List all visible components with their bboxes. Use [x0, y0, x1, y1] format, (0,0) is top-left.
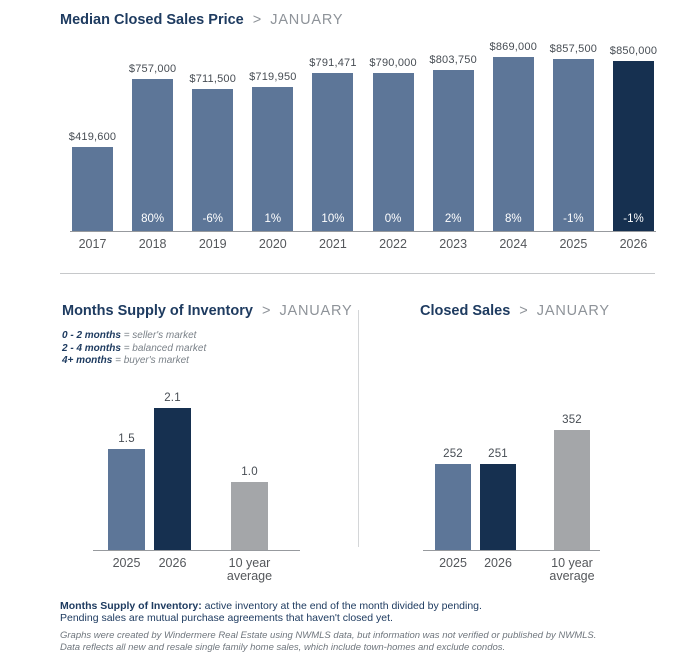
- median-price-title: [60, 12, 343, 28]
- x-axis-label: 2023: [439, 237, 468, 251]
- bar: [231, 482, 268, 550]
- bar: [192, 89, 233, 231]
- bar-group-2025: [435, 448, 471, 570]
- bar: [480, 464, 516, 550]
- bar-group-2022: [369, 57, 417, 251]
- footer: [60, 600, 640, 653]
- x-axis-label: 2026: [484, 556, 512, 570]
- median-price-chart: [68, 40, 658, 251]
- footer-disclaimer: [60, 630, 640, 653]
- x-axis-label: 2025: [439, 556, 467, 570]
- legend-definition: = balanced market: [123, 342, 207, 354]
- bar-group-10-year-average: [226, 466, 273, 583]
- bar: [435, 464, 471, 550]
- chevron-separator-icon: >: [252, 12, 262, 28]
- bar-value-label: $790,000: [369, 57, 417, 69]
- bar: [72, 147, 113, 231]
- footer-definition-line1: [60, 600, 640, 612]
- chevron-separator-icon: >: [261, 303, 271, 319]
- bar-value-label: $711,500: [189, 73, 237, 85]
- closed-sales-bars: [423, 414, 600, 583]
- bar-percent-change-label: 8%: [504, 213, 522, 225]
- bar-value-label: 1.5: [118, 433, 135, 445]
- median-price-title-text: Median Closed Sales Price: [60, 12, 244, 28]
- bar: [154, 408, 191, 550]
- legend-row-balanced: [62, 343, 206, 356]
- bar-percent-change-label: -6%: [202, 213, 223, 225]
- bar: [373, 73, 414, 231]
- bar-value-label: $757,000: [128, 63, 177, 75]
- bar: [252, 87, 293, 231]
- bar-group-2021: [309, 57, 357, 251]
- bar-value-label: $850,000: [609, 45, 658, 57]
- closed-sales-period-label: JANUARY: [536, 303, 610, 319]
- bar: [554, 430, 590, 550]
- legend-row-buyers: [62, 355, 206, 368]
- bar: [433, 70, 474, 231]
- bar-value-label: $803,750: [429, 54, 477, 66]
- bar-group-2019: [189, 73, 237, 251]
- bar-value-label: 1.0: [241, 466, 258, 478]
- median-price-bars: [68, 40, 658, 251]
- x-axis-label: 2025: [559, 237, 588, 251]
- x-axis-label: 10 year average: [226, 556, 273, 583]
- bar-value-label: $857,500: [549, 43, 598, 55]
- bar-percent-change-label: -1%: [563, 213, 584, 225]
- bar-percent-change-label: 2%: [444, 213, 462, 225]
- inventory-bars: [93, 392, 300, 583]
- bar-group-2026: [609, 45, 658, 251]
- x-axis-label: 2021: [319, 237, 347, 251]
- bar-value-label: 2.1: [164, 392, 181, 404]
- legend-definition: = seller's market: [123, 330, 197, 341]
- x-axis-label: 2024: [499, 237, 528, 251]
- bar-value-label: $791,471: [309, 57, 357, 69]
- legend-term: 2 - 4 months: [62, 342, 121, 354]
- inventory-title: [62, 303, 352, 319]
- footer-disclaimer-line2: Data reflects all new and resale single family home sales, which include town-homes and exclude condos.: [60, 641, 506, 653]
- footer-definition-line2: Pending sales are mutual purchase agreements that haven't closed yet.: [60, 612, 393, 624]
- bar-group-2025: [549, 43, 598, 251]
- bar-group-10-year-average: [549, 414, 595, 583]
- bar-value-label: 251: [488, 448, 508, 460]
- inventory-chart: [93, 392, 300, 583]
- footer-definition-rest: active inventory at the end of the month divided by pending.: [201, 600, 482, 612]
- inventory-title-text: Months Supply of Inventory: [62, 303, 253, 319]
- bar-value-label: 252: [443, 448, 463, 460]
- x-axis-label: 2026: [619, 237, 648, 251]
- bar-group-2020: [249, 71, 297, 251]
- bar-group-2026: [154, 392, 191, 570]
- bar-value-label: $419,600: [68, 131, 117, 143]
- vertical-divider: [358, 310, 359, 547]
- x-axis-label: 10 year average: [549, 556, 595, 583]
- bar-group-2018: [128, 63, 177, 251]
- bar-percent-change-label: 80%: [141, 213, 165, 225]
- x-axis-label: 2026: [158, 556, 187, 570]
- bar: [108, 449, 145, 550]
- legend-row-sellers: [62, 330, 206, 343]
- closed-sales-chart: [423, 414, 600, 583]
- inventory-period-label: JANUARY: [279, 303, 353, 319]
- x-axis-label: 2020: [258, 237, 287, 251]
- legend-term: 0 - 2 months: [62, 330, 121, 341]
- bar-value-label: $869,000: [489, 41, 538, 53]
- bar: [132, 79, 173, 231]
- bar: [312, 73, 353, 231]
- x-axis-label: 2018: [138, 237, 167, 251]
- bar-group-2025: [108, 433, 145, 570]
- bar-percent-change-label: 0%: [384, 213, 402, 225]
- footer-definition-term: Months Supply of Inventory:: [60, 600, 202, 612]
- bar-percent-change-label: -1%: [623, 213, 644, 225]
- bar-group-2024: [489, 41, 538, 251]
- median-price-period-label: JANUARY: [270, 12, 344, 28]
- x-axis-label: 2025: [112, 556, 141, 570]
- horizontal-divider: [60, 273, 655, 274]
- x-axis-label: 2022: [379, 237, 407, 251]
- legend-definition: = buyer's market: [115, 355, 189, 366]
- inventory-legend: [62, 330, 206, 368]
- closed-sales-title-text: Closed Sales: [420, 303, 511, 319]
- legend-term: 4+ months: [62, 355, 113, 366]
- x-axis-label: 2019: [198, 237, 227, 251]
- bar-group-2026: [480, 448, 516, 570]
- chevron-separator-icon: >: [519, 303, 528, 319]
- x-axis-label: 2017: [78, 237, 107, 251]
- closed-sales-title: [420, 303, 610, 319]
- bar-value-label: 352: [562, 414, 582, 426]
- bar-group-2017: [68, 131, 117, 251]
- footer-disclaimer-line1: Graphs were created by Windermere Real Estate using NWMLS data, but information was not verified or published by NWMLS.: [60, 630, 597, 641]
- bar: [613, 61, 654, 231]
- bar-group-2023: [429, 54, 477, 251]
- bar-value-label: $719,950: [249, 71, 297, 83]
- bar-percent-change-label: 10%: [321, 213, 345, 225]
- footer-definition: [60, 600, 640, 624]
- bar: [553, 59, 594, 231]
- bar-percent-change-label: 1%: [264, 213, 282, 225]
- bar: [493, 57, 534, 231]
